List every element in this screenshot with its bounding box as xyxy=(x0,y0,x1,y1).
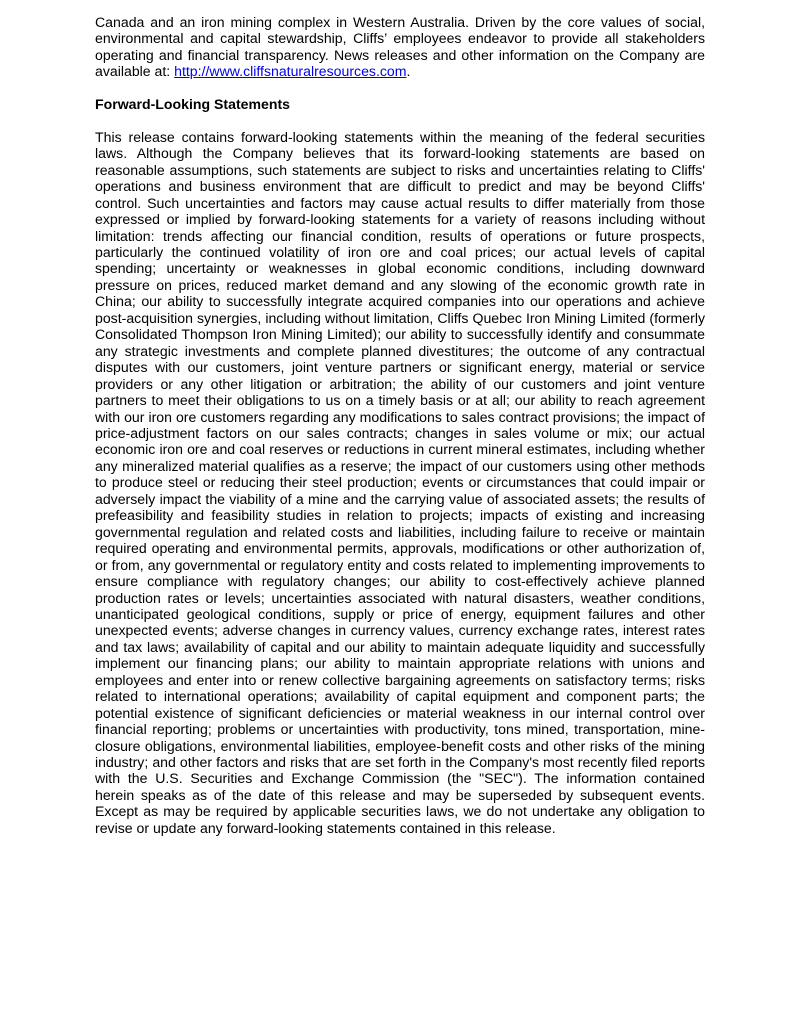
document-page xyxy=(95,14,705,836)
section-heading: Forward-Looking Statements xyxy=(95,95,290,112)
intro-text: Canada and an iron mining complex in Western Australia. Driven by the core values of social, environmental and capital stewardship, Cliffs’ employees endeavor to provide all stakeholders operating and financial transparency. News releases and other information on the Company are available at: xyxy=(95,14,705,80)
company-website-link[interactable]: http://www.cliffsnaturalresources.com xyxy=(174,63,407,80)
forward-looking-statements-paragraph: This release contains forward-looking statements within the meaning of the federal securities laws. Although the Company believes that its forward-looking statements are based on reasonable assumptions, such statements are subject to risks and uncertainties relating to Cliffs' operations and business environment that are difficult to predict and may be beyond Cliffs' control. Such uncertainties and factors may cause actual results to differ materially from those expressed or implied by forward-looking statements for a variety of reasons including without limitation: trends affecting our financial condition, results of operations or future prospects, particularly the continued volatility of iron ore and coal prices; our actual levels of capital spending; uncertainty or weaknesses in global economic conditions, including downward pressure on prices, reduced market demand and any slowing of the economic growth rate in China; our ability to successfully integrate acquired companies into our operations and achieve post-acquisition synergies, including without limitation, Cliffs Quebec Iron Mining Limited (formerly Consolidated Thompson Iron Mining Limited); our ability to successfully identify and consummate any strategic investments and complete planned divestitures; the outcome of any contractual disputes with our customers, joint venture partners or significant energy, material or service providers or any other litigation or arbitration; the ability of our customers and joint venture partners to meet their obligations to us on a timely basis or at all; our ability to reach agreement with our iron ore customers regarding any modifications to sales contract provisions; the impact of price-adjustment factors on our sales contracts; changes in sales volume or mix; our actual economic iron ore and coal reserves or reductions in current mineral estimates, including whether any mineralized material qualifies as a reserve; the impact of our customers using other methods to produce steel or reducing their steel production; events or circumstances that could impair or adversely impact the viability of a mine and the carrying value of associated assets; the results of prefeasibility and feasibility studies in relation to projects; impacts of existing and increasing governmental regulation and related costs and liabilities, including failure to receive or maintain required operating and environmental permits, approvals, modifications or other authorization of, or from, any governmental or regulatory entity and costs related to implementing improvements to ensure compliance with regulatory changes; our ability to cost-effectively achieve planned production rates or levels; uncertainties associated with natural disasters, weather conditions, unanticipated geological conditions, supply or price of energy, equipment failures and other unexpected events; adverse changes in currency values, currency exchange rates, interest rates and tax laws; availability of capital and our ability to maintain adequate liquidity and successfully implement our financing plans; our ability to maintain appropriate relations with unions and employees and enter into or renew collective bargaining agreements on satisfactory terms; risks related to international operations; availability of capital equipment and component parts; the potential existence of significant deficiencies or material weakness in our internal control over financial reporting; problems or uncertainties with productivity, tons mined, transportation, mine-closure obligations, environmental liabilities, employee-benefit costs and other risks of the mining industry; and other factors and risks that are set forth in the Company's most recently filed reports with the U.S. Securities and Exchange Commission (the "SEC"). The information contained herein speaks as of the date of this release and may be superseded by subsequent events. Except as may be required by applicable securities laws, we do not undertake any obligation to revise or update any forward-looking statements contained in this release. xyxy=(95,128,705,836)
intro-trailing-period: . xyxy=(406,63,411,80)
intro-paragraph xyxy=(95,14,705,80)
